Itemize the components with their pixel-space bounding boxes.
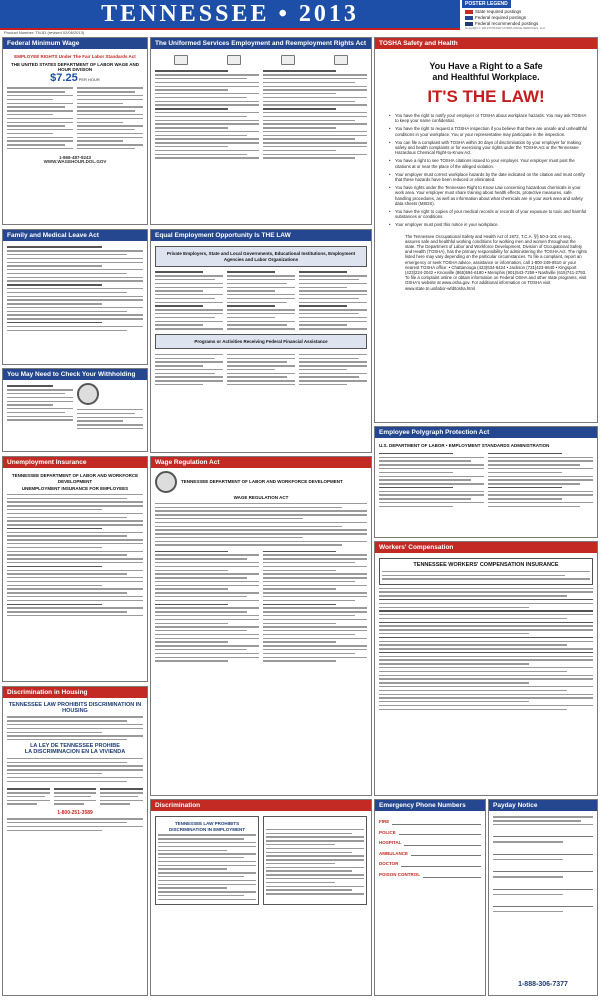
eeo-subtitle-box	[155, 246, 367, 267]
emergency-row: HOSPITAL	[379, 841, 481, 846]
payday-panel	[488, 799, 598, 996]
tosha-headline: and Healthful Workplace.	[432, 72, 540, 82]
panel-title: Wage Regulation Act	[151, 457, 371, 468]
seal-icon	[281, 55, 295, 65]
panel-title: The Uniformed Services Employment and Reemployment Rights Act	[151, 38, 371, 49]
userra-icons	[155, 55, 367, 65]
eeo-sub2: Programs or Activities Receiving Federal Financial Assistance	[194, 338, 328, 344]
panel-title: Family and Medical Leave Act	[3, 230, 147, 241]
discrimination-headline: TENNESSEE LAW PROHIBITS DISCRIMINATION IN EMPLOYMENT	[169, 821, 245, 832]
product-number: Product Number: TN-81 (revised 02/06/2013)	[4, 30, 85, 35]
copyright: Copyright © 2013 POSTER COMPLIANCE SERVICES, LLC	[465, 26, 546, 30]
tosha-bullet: • You have the right to notify your employer or TOSHA about workplace hazards. You may ask TOSHA to keep your name confidential.	[389, 113, 587, 124]
housing-phone: 1-800-251-3589	[57, 810, 93, 817]
emergency-row: POLICE	[379, 831, 481, 836]
housing-headline-en: TENNESSEE LAW PROHIBITS DISCRIMINATION IN HOUSING	[8, 702, 142, 714]
tosha-bullet: • You have the right to copies of your medical records or records of your exposure to toxic and harmful substances or conditions.	[389, 209, 587, 220]
poster-header	[0, 0, 600, 32]
emergency-row: POISON CONTROL	[379, 873, 481, 878]
panel-title: Emergency Phone Numbers	[375, 800, 485, 811]
wage-reg-subtitle: WAGE REGULATION ACT	[233, 495, 289, 500]
polygraph-panel	[374, 426, 598, 538]
wage-regulation-panel	[150, 456, 372, 796]
wage-reg-header: TENNESSEE DEPARTMENT OF LABOR AND WORKFORCE DEVELOPMENT	[155, 471, 367, 493]
tosha-bullet: • You can file a complaint with TOSHA within 30 days of discrimination by your employer for making safety and health complaints or for exercising your rights under the TOSHA Act or the Tennessee Hazardous Chemical Right-to-Know Act.	[389, 139, 581, 156]
panel-title: TOSHA Safety and Health	[375, 38, 597, 49]
housing-panel	[2, 686, 148, 996]
poster-title: TENNESSEE • 2013	[101, 0, 359, 27]
federal-min-wage-panel	[2, 37, 148, 225]
polygraph-agency: U.S. DEPARTMENT OF LABOR • EMPLOYMENT STANDARDS ADMINISTRATION	[379, 443, 550, 448]
tosha-bullet: • You have the right to request a TOSHA inspection if you believe that there are unsafe and unhealthful conditions in your workplace. You or your representative may participate in the inspection.	[389, 126, 588, 137]
legend-item: Federal recommended postings	[462, 21, 600, 26]
wage-phone: 1-866-487-9243	[58, 154, 92, 160]
userra-panel	[150, 37, 372, 225]
legend-item: State required postings	[462, 9, 600, 14]
panel-title: Payday Notice	[489, 800, 597, 811]
withholding-panel	[2, 368, 148, 452]
tosha-act-text: The Tennessee Occupational Safety and Health Act of 1972, T.C.A. §§ 50-3-101 et seq., assures safe and healthful working conditions for working men and women throughout the state. The Department of Labor and Workforce Development, Division of Occupational Safety and Health (TOSHA), has the primary responsibility for administering the TOSHA Act. The rights listed here may vary depending on the particular circumstances. To file a complaint, report an emergency or seek TOSHA advice, assistance or information, call 1-800-249-8510 or your nearest TOSHA office: • Chattanooga (423)634-6424 • Jackson (731)423-5640 • Kingsport (423)224-2042 • Knoxville (865)594-6180 • Memphis (901)543-7259 • Nashville (615)741-2793. To file a complaint online or obtain information on Federal OSHA and other state programs, visit OSHA's website at www.osha.gov. For additional information on TOSHA visit www.state.tn.us/labor-wfd/tosha.html	[405, 233, 587, 291]
poster-legend	[462, 0, 600, 30]
emergency-row: FIRE	[379, 820, 481, 825]
unemployment-panel	[2, 456, 148, 682]
tosha-panel	[374, 37, 598, 423]
footer-brand	[488, 975, 598, 993]
seal-icon	[227, 55, 241, 65]
panel-title: Discrimination in Housing	[3, 687, 147, 698]
workers-comp-headline: TENNESSEE WORKERS' COMPENSATION INSURANCE	[413, 562, 559, 568]
ui-agency: TENNESSEE DEPARTMENT OF LABOR AND WORKFORCE DEVELOPMENT	[11, 473, 139, 484]
emergency-panel	[374, 799, 486, 996]
its-the-law: IT'S THE LAW!	[427, 87, 545, 106]
tosha-headline: You Have a Right to a Safe	[429, 61, 543, 71]
tosha-bullet: • Your employer must correct workplace hazards by the date indicated on the citation and must certify that these hazards have been reduced or eliminated.	[389, 171, 585, 183]
wage-rate: $7.25 PER HOUR	[50, 71, 100, 84]
tosha-bullet: • You have a right to see TOSHA citations issued to your employer. Your employer must post the citations at or near the place of the alleged violation.	[389, 158, 575, 169]
eeo-subtitle: Private Employers, State and Local Governments, Educational Institutions, Employment Agencies and Labor Organizations	[166, 251, 356, 262]
tosha-bullet: • Your employer must post this notice in your workplace.	[389, 222, 499, 228]
panel-title: Equal Employment Opportunity Is THE LAW	[151, 230, 371, 241]
panel-title: You May Need to Check Your Withholding	[3, 369, 147, 380]
panel-title: Federal Minimum Wage	[3, 38, 147, 49]
tennessee-seal-icon	[155, 471, 177, 493]
workers-comp-box	[379, 558, 593, 585]
discrimination-panel	[150, 799, 372, 996]
wage-web: WWW.WAGEHOUR.DOL.GOV	[43, 159, 107, 165]
panel-title: Unemployment Insurance	[3, 457, 147, 468]
legend-label: POSTER LEGEND	[462, 0, 511, 8]
emergency-row: AMBULANCE	[379, 852, 481, 857]
emergency-row: DOCTOR	[379, 862, 481, 867]
tosha-bullet: • You have rights under the Tennessee Right to Know Law concerning hazardous chemicals in your work area. Your employer must share training about health effects, protective measures, safe handling procedures, as well as information about what chemicals are in your work area and safety data sheets (MSDS).	[389, 185, 583, 206]
workers-comp-panel	[374, 541, 598, 796]
irs-seal-icon	[77, 383, 99, 405]
flag-icon	[174, 55, 188, 65]
seal-icon	[334, 55, 348, 65]
eeo-sub2-box	[155, 334, 367, 350]
legend-item: Federal required postings	[462, 15, 600, 20]
title-band	[0, 0, 460, 30]
agency-heading: THE UNITED STATES DEPARTMENT OF LABOR WAGE AND HOUR DIVISION	[10, 61, 140, 72]
fmla-panel	[2, 229, 148, 365]
employee-rights-heading: EMPLOYEE RIGHTS Under The Fair Labor Standards Act	[14, 54, 136, 59]
housing-headline-es: LA LEY DE TENNESSEE PROHIBE LA DISCRIMINACION EN LA VIVIENDA	[24, 743, 126, 755]
footer-phone: 1-888-306-7377	[518, 980, 568, 988]
panel-title: Discrimination	[151, 800, 371, 811]
panel-title: Workers' Compensation	[375, 542, 597, 553]
panel-title: Employee Polygraph Protection Act	[375, 427, 597, 438]
ui-heading: UNEMPLOYMENT INSURANCE FOR EMPLOYEES	[21, 486, 129, 491]
eeo-panel	[150, 229, 372, 453]
